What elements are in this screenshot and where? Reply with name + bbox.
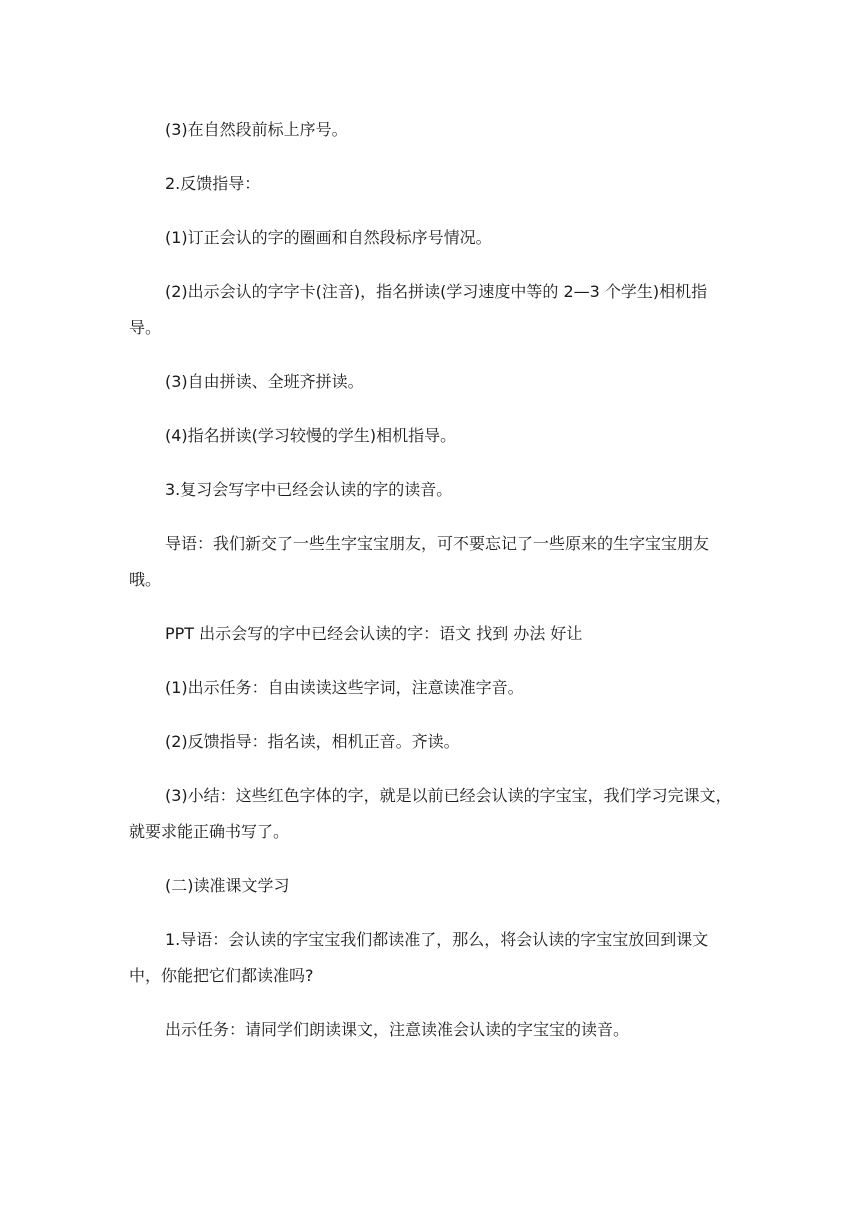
document-body: [129, 112, 733, 1066]
paragraph: (2)反馈指导：指名读，相机正音。齐读。: [165, 732, 460, 751]
paragraph: (3)在自然段前标上序号。: [165, 120, 348, 139]
paragraph: (3)小结：这些红色字体的字，就是以前已经会认读的字宝宝，我们学习完课文，就要求能正确书写了。: [129, 786, 732, 841]
paragraph: (4)指名拼读(学习较慢的学生)相机指导。: [165, 426, 457, 445]
paragraph: 2.反馈指导：: [165, 174, 261, 193]
paragraph: (3)自由拼读、全班齐拼读。: [165, 372, 364, 391]
paragraph: 1.导语：会认读的字宝宝我们都读准了，那么，将会认读的字宝宝放回到课文中，你能把它们都读准吗?: [129, 930, 709, 985]
paragraph: 导语：我们新交了一些生字宝宝朋友，可不要忘记了一些原来的生字宝宝朋友哦。: [129, 534, 710, 589]
paragraph: PPT 出示会写的字中已经会认读的字：语文 找到 办法 好让: [165, 624, 583, 643]
paragraph: (2)出示会认的字字卡(注音)，指名拼读(学习速度中等的 2—3 个学生)相机指导。: [129, 282, 708, 337]
paragraph: 出示任务：请同学们朗读课文，注意读准会认读的字宝宝的读音。: [165, 1020, 630, 1039]
paragraph: 3.复习会写字中已经会认读的字的读音。: [165, 480, 453, 499]
paragraph: (1)订正会认的字的圈画和自然段标序号情况。: [165, 228, 492, 247]
paragraph: (二)读准课文学习: [165, 876, 290, 895]
paragraph: (1)出示任务：自由读读这些字词，注意读准字音。: [165, 678, 524, 697]
